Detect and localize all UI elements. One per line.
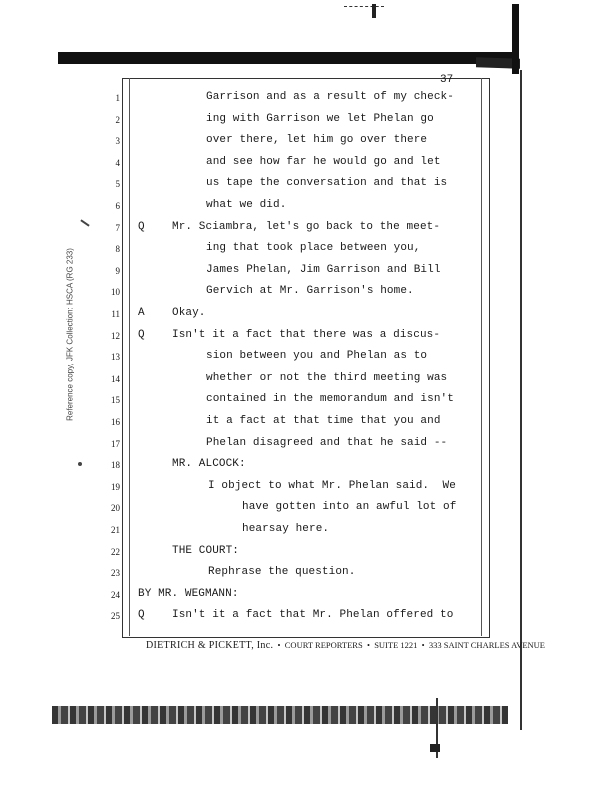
transcript-line — [0, 328, 612, 348]
scan-border-top — [58, 52, 514, 64]
reporter-footer — [146, 640, 545, 651]
line-number: 6 — [115, 201, 120, 211]
line-text: Phelan disagreed and that he said -- — [206, 436, 448, 449]
line-number: 8 — [115, 244, 120, 255]
transcript-line — [0, 112, 612, 132]
line-number: 7 — [115, 222, 120, 233]
line-number: 5 — [115, 179, 120, 190]
line-text: Garrison and as a result of my check- — [206, 91, 454, 103]
line-text: and see how far he would go and let — [206, 155, 441, 168]
transcript-line — [0, 457, 612, 477]
line-text: what we did. — [206, 199, 287, 211]
transcript-line — [0, 176, 612, 196]
line-number: 13 — [111, 352, 120, 363]
transcript-line — [0, 414, 612, 434]
reporter-suite: SUITE 1221 — [374, 640, 418, 650]
line-text: us tape the conversation and that is — [206, 177, 448, 190]
page-number: 37 — [440, 74, 454, 86]
transcript-line — [0, 371, 612, 391]
line-text: ing with Garrison we let Phelan go — [206, 112, 434, 125]
transcript-line — [0, 155, 612, 175]
line-text: it a fact at that time that you and — [206, 415, 441, 427]
line-number: 12 — [111, 330, 120, 341]
scan-mark — [372, 4, 376, 18]
transcript-line — [0, 263, 612, 283]
line-number: 24 — [111, 589, 120, 600]
transcript-line — [0, 436, 612, 456]
line-number: 4 — [115, 157, 120, 168]
line-number: 19 — [111, 481, 120, 492]
line-number: 25 — [111, 611, 120, 622]
scan-mark — [344, 6, 384, 11]
line-text: James Phelan, Jim Garrison and Bill — [206, 263, 441, 276]
line-text: Isn't it a fact that there was a discus- — [172, 328, 441, 341]
line-number: 3 — [115, 136, 120, 147]
line-text: whether or not the third meeting was — [206, 371, 448, 384]
transcript-line — [0, 500, 612, 520]
reporter-address: 333 SAINT CHARLES AVENUE — [428, 640, 545, 650]
line-text: Rephrase the question. — [208, 566, 356, 579]
transcript-line — [0, 90, 612, 110]
transcript-line — [0, 133, 612, 153]
transcript-line — [0, 522, 612, 542]
transcript-line — [0, 479, 612, 499]
line-text: MR. ALCOCK: — [172, 458, 246, 471]
line-text: over there, let him go over there — [206, 134, 428, 147]
transcript-line — [0, 565, 612, 585]
archive-stamp: Reference copy, JFK Collection: HSCA (RG 233) — [65, 248, 75, 421]
scan-border-right — [512, 4, 519, 74]
transcript-line — [0, 349, 612, 369]
line-text: Gervich at Mr. Garrison's home. — [206, 285, 414, 298]
line-text: Okay. — [172, 307, 206, 319]
line-number: 2 — [115, 114, 120, 125]
line-text: THE COURT: — [172, 544, 240, 557]
footer-separator: • — [421, 640, 425, 650]
line-number: 1 — [115, 93, 120, 103]
line-number: 10 — [111, 287, 120, 298]
line-text: hearsay here. — [242, 523, 330, 535]
line-text: Isn't it a fact that Mr. Phelan offered to — [172, 609, 454, 622]
line-number: 18 — [111, 460, 120, 471]
transcript-line — [0, 392, 612, 412]
line-number: 11 — [111, 309, 120, 319]
line-number: 22 — [111, 546, 120, 557]
reporter-firm: DIETRICH & PICKETT, Inc. — [146, 640, 274, 651]
scan-mark — [430, 744, 440, 752]
transcript-line — [0, 306, 612, 326]
transcript-line — [0, 587, 612, 607]
transcript-line — [0, 241, 612, 261]
speaker-label: Q — [138, 609, 145, 622]
scan-border-bottom — [52, 706, 508, 724]
transcript-line — [0, 608, 612, 628]
line-text: sion between you and Phelan as to — [206, 350, 428, 363]
reporter-service: COURT REPORTERS — [284, 640, 363, 650]
transcript-line — [0, 198, 612, 218]
line-number: 23 — [111, 568, 120, 579]
line-number: 15 — [111, 395, 120, 406]
line-text: Mr. Sciambra, let's go back to the meet- — [172, 220, 441, 233]
speaker-label: Q — [138, 328, 145, 341]
speaker-label: Q — [138, 220, 145, 233]
line-text: BY MR. WEGMANN: — [138, 587, 239, 600]
line-text: I object to what Mr. Phelan said. We — [208, 479, 456, 492]
transcript-line — [0, 544, 612, 564]
footer-separator: • — [366, 640, 370, 650]
line-number: 21 — [111, 525, 120, 535]
line-text: have gotten into an awful lot of — [242, 501, 457, 514]
line-number: 16 — [111, 417, 120, 427]
transcript-line — [0, 220, 612, 240]
line-text: contained in the memorandum and isn't — [206, 393, 454, 406]
line-number: 17 — [111, 438, 120, 449]
line-number: 14 — [111, 373, 120, 384]
transcript-line — [0, 284, 612, 304]
footer-separator: • — [277, 640, 281, 650]
line-number: 20 — [111, 503, 120, 514]
line-number: 9 — [115, 265, 120, 276]
line-text: ing that took place between you, — [206, 242, 421, 255]
speaker-label: A — [138, 307, 145, 319]
